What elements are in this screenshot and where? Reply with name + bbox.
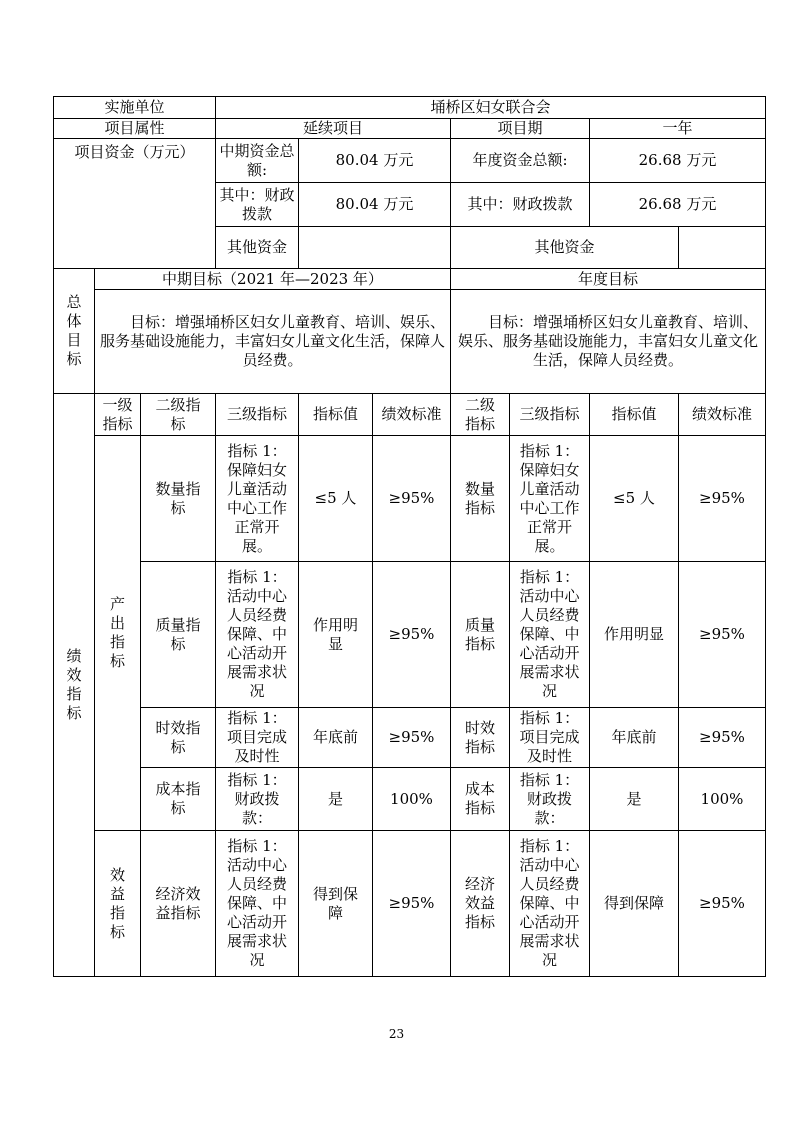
level2-cell: 时效指标 [141,708,216,768]
overall-goal-label: 总体目标 [54,269,95,394]
value-cell: 作用明显 [299,562,373,708]
fund-label: 项目资金（万元） [54,139,216,269]
mid-total-label: 中期资金总额: [216,139,299,183]
standard-cell: ≥95% [373,562,451,708]
standard-cell: ≥95% [373,831,451,977]
level3-cell: 指标 1：财政拨款： [216,768,299,831]
level2-cell: 数量指标 [141,436,216,562]
attr-label: 项目属性 [54,119,216,139]
annual-goal-header: 年度目标 [451,269,766,290]
value-cell: 年底前 [299,708,373,768]
standard-cell: 100% [373,768,451,831]
header-value-annual: 指标值 [590,394,679,436]
period-label: 项目期 [451,119,590,139]
level2-annual-cell: 数量指标 [451,436,510,562]
performance-goal-table [53,96,766,977]
standard-annual-cell: ≥95% [679,708,766,768]
header-value: 指标值 [299,394,373,436]
header-level2-annual: 二级指标 [451,394,510,436]
level3-annual-cell: 指标 1：活动中心人员经费保障、中心活动开展需求状况 [510,562,590,708]
standard-annual-cell: 100% [679,768,766,831]
mid-fiscal-value: 80.04 万元 [299,183,451,227]
value-annual-cell: 是 [590,768,679,831]
unit-value: 埇桥区妇女联合会 [216,97,766,119]
level3-annual-cell: 指标 1：活动中心人员经费保障、中心活动开展需求状况 [510,831,590,977]
unit-label: 实施单位 [54,97,216,119]
header-standard: 绩效标准 [373,394,451,436]
table-row [54,708,766,768]
standard-annual-cell: ≥95% [679,831,766,977]
annual-goal-text: 目标：增强埇桥区妇女儿童教育、培训、娱乐、服务基础设施能力，丰富妇女儿童文化生活，保障人员经费。 [451,290,766,394]
level3-annual-cell: 指标 1：财政拨款： [510,768,590,831]
annual-other-value [679,227,766,269]
attr-value: 延续项目 [216,119,451,139]
level3-cell: 指标 1：保障妇女儿童活动中心工作正常开展。 [216,436,299,562]
level2-cell: 成本指标 [141,768,216,831]
output-indicator-label: 产出指标 [95,436,141,831]
annual-total-value: 26.68 万元 [590,139,766,183]
table-row [54,831,766,977]
annual-fiscal-value: 26.68 万元 [590,183,766,227]
page-number: 23 [388,1027,405,1041]
header-standard-annual: 绩效标准 [679,394,766,436]
mid-goal-text: 目标：增强埇桥区妇女儿童教育、培训、娱乐、服务基础设施能力，丰富妇女儿童文化生活，保障人员经费。 [95,290,451,394]
standard-annual-cell: ≥95% [679,436,766,562]
level2-annual-cell: 时效指标 [451,708,510,768]
header-level3-annual: 三级指标 [510,394,590,436]
value-annual-cell: 年底前 [590,708,679,768]
level2-cell: 质量指标 [141,562,216,708]
level3-annual-cell: 指标 1：保障妇女儿童活动中心工作正常开展。 [510,436,590,562]
annual-total-label: 年度资金总额: [451,139,590,183]
annual-other-label: 其他资金 [451,227,679,269]
level2-annual-cell: 成本指标 [451,768,510,831]
standard-annual-cell: ≥95% [679,562,766,708]
mid-other-value [299,227,451,269]
mid-fiscal-label: 其中：财政拨款 [216,183,299,227]
standard-cell: ≥95% [373,436,451,562]
level3-cell: 指标 1：活动中心人员经费保障、中心活动开展需求状况 [216,831,299,977]
header-level2: 二级指标 [141,394,216,436]
table-row [54,436,766,562]
level2-annual-cell: 质量指标 [451,562,510,708]
mid-other-label: 其他资金 [216,227,299,269]
mid-total-value: 80.04 万元 [299,139,451,183]
mid-goal-header: 中期目标（2021 年—2023 年） [95,269,451,290]
performance-indicator-label: 绩效指标 [54,394,95,977]
value-annual-cell: ≤5 人 [590,436,679,562]
value-cell: 是 [299,768,373,831]
level2-annual-cell: 经济效益指标 [451,831,510,977]
level2-cell: 经济效益指标 [141,831,216,977]
value-cell: ≤5 人 [299,436,373,562]
header-level3: 三级指标 [216,394,299,436]
table-row [54,562,766,708]
level3-annual-cell: 指标 1：项目完成及时性 [510,708,590,768]
table-row [54,768,766,831]
level3-cell: 指标 1：项目完成及时性 [216,708,299,768]
value-cell: 得到保障 [299,831,373,977]
annual-fiscal-label: 其中：财政拨款 [451,183,590,227]
value-annual-cell: 作用明显 [590,562,679,708]
standard-cell: ≥95% [373,708,451,768]
header-level1: 一级指标 [95,394,141,436]
period-value: 一年 [590,119,766,139]
value-annual-cell: 得到保障 [590,831,679,977]
benefit-indicator-label: 效益指标 [95,831,141,977]
level3-cell: 指标 1：活动中心人员经费保障、中心活动开展需求状况 [216,562,299,708]
